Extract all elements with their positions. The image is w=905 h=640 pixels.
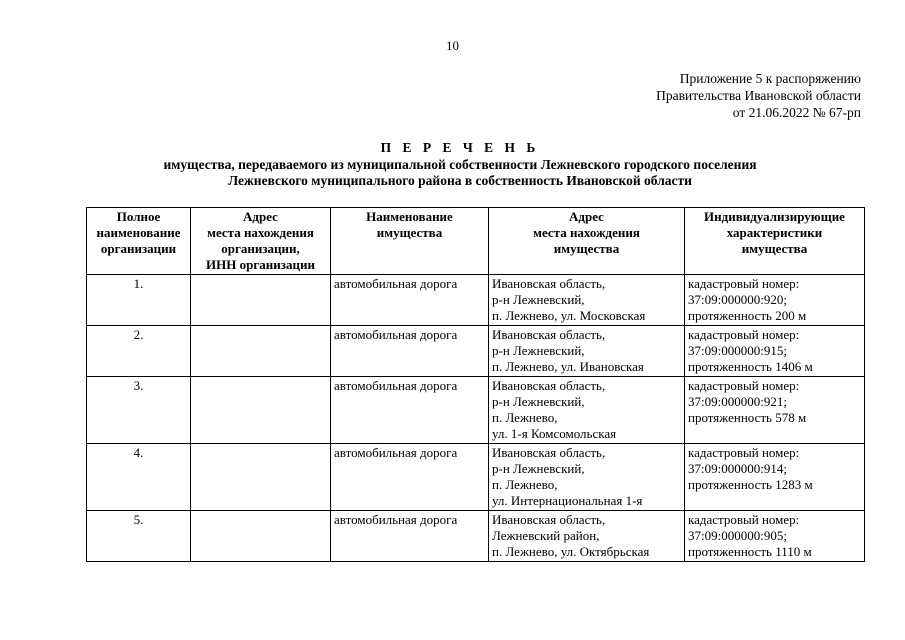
page-number: 10 xyxy=(446,38,459,53)
row-property-address: Ивановская область, р-н Лежневский, п. Лежнево, ул. Московская xyxy=(489,275,685,326)
row-org xyxy=(191,444,331,511)
table-row xyxy=(87,444,865,511)
table-row xyxy=(87,326,865,377)
row-org xyxy=(191,377,331,444)
row-characteristics: кадастровый номер: 37:09:000000:921; протяженность 578 м xyxy=(685,377,865,444)
row-org xyxy=(191,275,331,326)
row-characteristics: кадастровый номер: 37:09:000000:915; протяженность 1406 м xyxy=(685,326,865,377)
row-property-name: автомобильная дорога xyxy=(331,377,489,444)
row-number: 3. xyxy=(87,377,191,444)
title-heading: П Е Р Е Ч Е Н Ь xyxy=(380,140,540,155)
row-property-name: автомобильная дорога xyxy=(331,511,489,562)
row-property-address: Ивановская область, р-н Лежневский, п. Лежнево, ул. Интернациональная 1-я xyxy=(489,444,685,511)
row-property-address: Ивановская область, р-н Лежневский, п. Лежнево, ул. Ивановская xyxy=(489,326,685,377)
row-property-name: автомобильная дорога xyxy=(331,275,489,326)
header-org-address: Адрес места нахождения организации, ИНН организации xyxy=(191,208,331,275)
table-header-row xyxy=(87,208,865,275)
approval-line: от 21.06.2022 № 67-рп xyxy=(732,105,861,120)
table-row xyxy=(87,511,865,562)
title-line: Лежневского муниципального района в собственность Ивановской области xyxy=(228,173,692,188)
row-property-name: автомобильная дорога xyxy=(331,444,489,511)
table-row xyxy=(87,377,865,444)
header-characteristics: Индивидуализирующие характеристики имущества xyxy=(685,208,865,275)
header-property-address: Адрес места нахождения имущества xyxy=(489,208,685,275)
row-number: 5. xyxy=(87,511,191,562)
row-number: 2. xyxy=(87,326,191,377)
title-line: имущества, передаваемого из муниципальной собственности Лежневского городского поселения xyxy=(163,156,757,172)
row-org xyxy=(191,326,331,377)
row-number: 4. xyxy=(87,444,191,511)
property-table xyxy=(86,207,865,562)
table-row xyxy=(87,275,865,326)
row-property-address: Ивановская область, Лежневский район, п. Лежнево, ул. Октябрьская xyxy=(489,511,685,562)
row-characteristics: кадастровый номер: 37:09:000000:914; протяженность 1283 м xyxy=(685,444,865,511)
row-property-address: Ивановская область, р-н Лежневский, п. Лежнево, ул. 1-я Комсомольская xyxy=(489,377,685,444)
approval-block xyxy=(656,70,861,121)
header-property-name: Наименование имущества xyxy=(331,208,489,275)
document-title xyxy=(60,140,860,190)
row-org xyxy=(191,511,331,562)
row-characteristics: кадастровый номер: 37:09:000000:905; протяженность 1110 м xyxy=(685,511,865,562)
approval-line: Правительства Ивановской области xyxy=(656,88,861,103)
row-number: 1. xyxy=(87,275,191,326)
row-property-name: автомобильная дорога xyxy=(331,326,489,377)
approval-line: Приложение 5 к распоряжению xyxy=(679,71,861,86)
header-org-name: Полное наименование организации xyxy=(87,208,191,275)
row-characteristics: кадастровый номер: 37:09:000000:920; протяженность 200 м xyxy=(685,275,865,326)
